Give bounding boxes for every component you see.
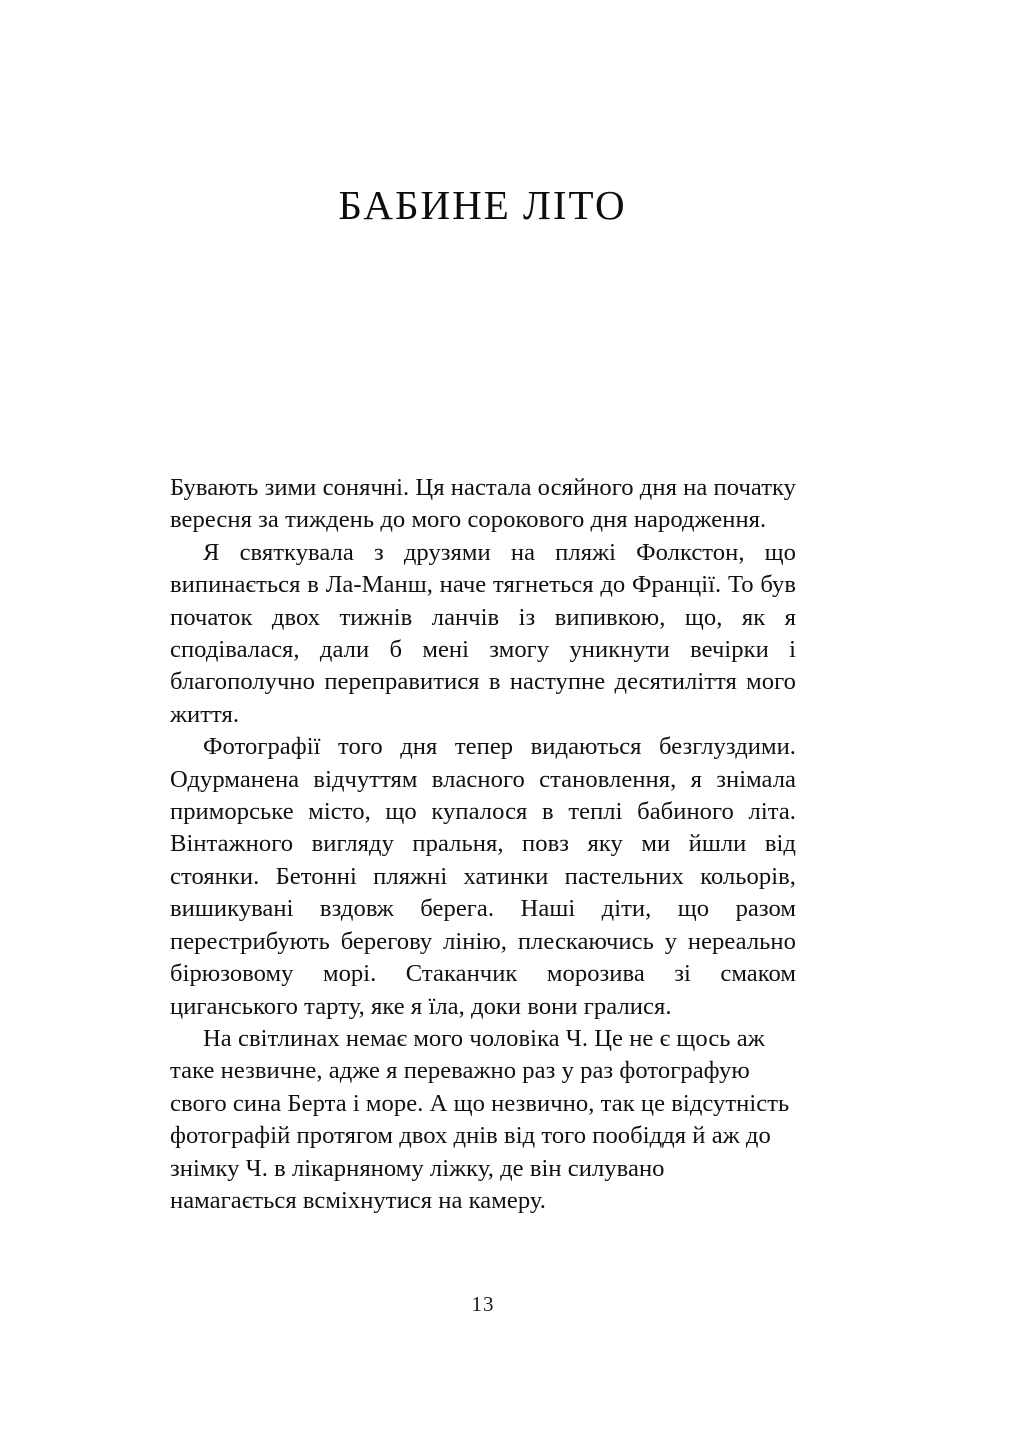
- body-paragraph: Я святкувала з друзями на пляжі Фолкстон, що випинається в Ла-Манш, наче тягнеться до Франції. То був початок двох тижнів ланчів із випивкою, що, як я сподівалася, дали б мені змогу уникнути вечірки і благополучно переправитися в наступне десятиліття мого життя.: [170, 538, 796, 728]
- body-paragraph: Бувають зими сонячні. Ця настала осяйного дня на початку вересня за тиждень до мого сорокового дня народження.: [170, 474, 796, 534]
- body-paragraph: На світлинах немає мого чоловіка Ч. Це не є щось аж таке незвичне, адже я переважно раз у раз фотографую свого сина Берта і море. А що незвично, так це відсутність фотографій протягом двох днів від того пообіддя й аж до знімку Ч. в лікарняному ліжку, де він силувано намагається всміхнутися на камеру.: [170, 1024, 790, 1214]
- chapter-title: БАБИНЕ ЛІТО: [338, 182, 627, 229]
- page-number: 13: [471, 1292, 495, 1316]
- body-paragraph: Фотографії того дня тепер видаються безглуздими. Одурманена відчуттям власного становлення, я знімала приморське місто, що купалося в теплі бабиного літа. Вінтажного вигляду пральня, повз яку ми йшли від стоянки. Бетонні пляжні хатинки пастельних кольорів, вишикувані вздовж берега. Наші діти, що разом перестрибують берегову лінію, плескаючись у нереально бірюзовому морі. Стаканчик морозива зі смаком циганського тарту, яке я їла, доки вони гралися.: [170, 733, 796, 1020]
- body-text-block: [170, 472, 796, 1217]
